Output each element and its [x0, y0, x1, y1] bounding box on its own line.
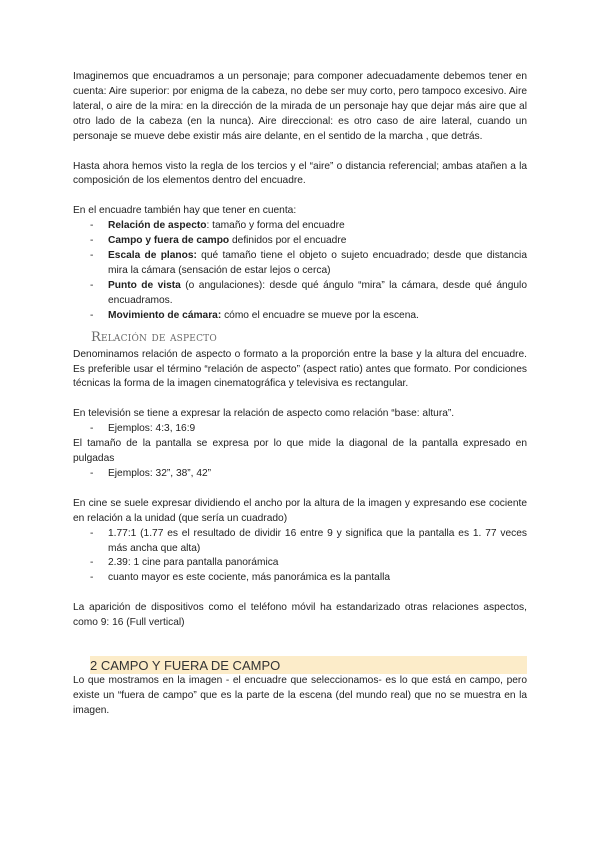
list-item: - Escala de planos: qué tamaño tiene el objeto o sujeto encuadrado; desde que distancia mira la cámara (sensación de estar lejos o cerca): [90, 250, 527, 276]
dash-bullet: -: [90, 467, 94, 479]
list-item: - Relación de aspecto: tamaño y forma del encuadre: [73, 219, 527, 234]
list-item: - Campo y fuera de campo definidos por el encuadre: [73, 234, 527, 249]
dash-bullet: -: [90, 527, 94, 539]
paragraph-movil: La aparición de dispositivos como el teléfono móvil ha estandarizado otras relaciones aspectos, como 9: 16 (Full vertical): [73, 602, 527, 629]
paragraph-cine: En cine se suele expresar dividiendo el ancho por la altura de la imagen y expresando ese cociente en relación a la unidad (que sería un cuadrado): [73, 497, 527, 524]
dash-bullet: -: [90, 235, 94, 247]
dash-bullet: -: [90, 557, 94, 569]
paragraph-tv: En televisión se tiene a expresar la relación de aspecto como relación “base: altura”.: [73, 408, 455, 420]
list-item: - Ejemplos: 4:3, 16:9: [73, 422, 527, 437]
list-item: - cuanto mayor es este cociente, más panorámica es la pantalla: [73, 571, 527, 586]
dash-bullet: -: [90, 423, 94, 435]
pantalla-list: [73, 467, 527, 482]
paragraph-campo: Lo que mostramos en la imagen - el encuadre que seleccionamos- es lo que está en campo, pero existe un “fuera de campo” que es la parte de la escena (del mundo real) que no se muestra en la imagen.: [73, 675, 527, 716]
list-item: - 2.39: 1 cine para pantalla panorámica: [73, 556, 527, 571]
dash-bullet: -: [90, 220, 94, 232]
paragraph-aire: Imaginemos que encuadramos a un personaje; para componer adecuadamente debemos tener en cuenta: Aire superior: por enigma de la cabeza, no debe ser muy corto, pero tampoco excesivo. Aire lateral, o aire de la mira: en la dirección de la mirada de un personaje hay que dejar más aire que al otro lado de la cabeza (en la nunca). Aire direccional: es otro caso de aire lateral, cuando un personaje se mueve debe existir más aire delante, en el sentido de la marcha , que detrás.: [73, 71, 527, 142]
paragraph-encuadre-intro: En el encuadre también hay que tener en cuenta:: [73, 205, 297, 217]
document-body: [73, 70, 527, 719]
paragraph-relacion-def: Denominamos relación de aspecto o formato a la proporción entre la base y la altura del encuadre. Es preferible usar el término “relación de aspecto” (aspect ratio) antes que formato. Por condiciones técnicas la forma de la imagen cinematográfica y televisiva es rectangular.: [73, 348, 527, 390]
list-item: - 1.77:1 (1.77 es el resultado de dividir 16 entre 9 y significa que la pantalla es 1. 77 veces más ancha que alta): [90, 527, 527, 554]
list-item: - Movimiento de cámara: cómo el encuadre se mueve por la escena.: [73, 309, 527, 324]
paragraph-pantalla: El tamaño de la pantalla se expresa por lo que mide la diagonal de la pantalla expresado en pulgadas: [73, 438, 527, 465]
dash-bullet: -: [90, 250, 94, 262]
heading-relacion-aspecto: Relación de aspecto: [91, 329, 217, 345]
list-item: - Punto de vista (o angulaciones): desde qué ángulo “mira” la cámara, desde qué ángulo encuadramos.: [90, 279, 527, 306]
dash-bullet: -: [90, 572, 94, 584]
tv-list: [73, 422, 527, 437]
encuadre-list: [73, 219, 527, 323]
dash-bullet: -: [90, 309, 94, 321]
dash-bullet: -: [90, 279, 94, 291]
paragraph-tercios: Hasta ahora hemos visto la regla de los tercios y el “aire” o distancia referencial; ambas atañen a la composición de los elementos dentro del encuadre.: [73, 160, 527, 187]
cine-list: [73, 527, 527, 587]
list-item: - Ejemplos: 32”, 38”, 42”: [73, 467, 527, 482]
heading-campo: 2 CAMPO Y FUERA DE CAMPO: [90, 656, 527, 674]
